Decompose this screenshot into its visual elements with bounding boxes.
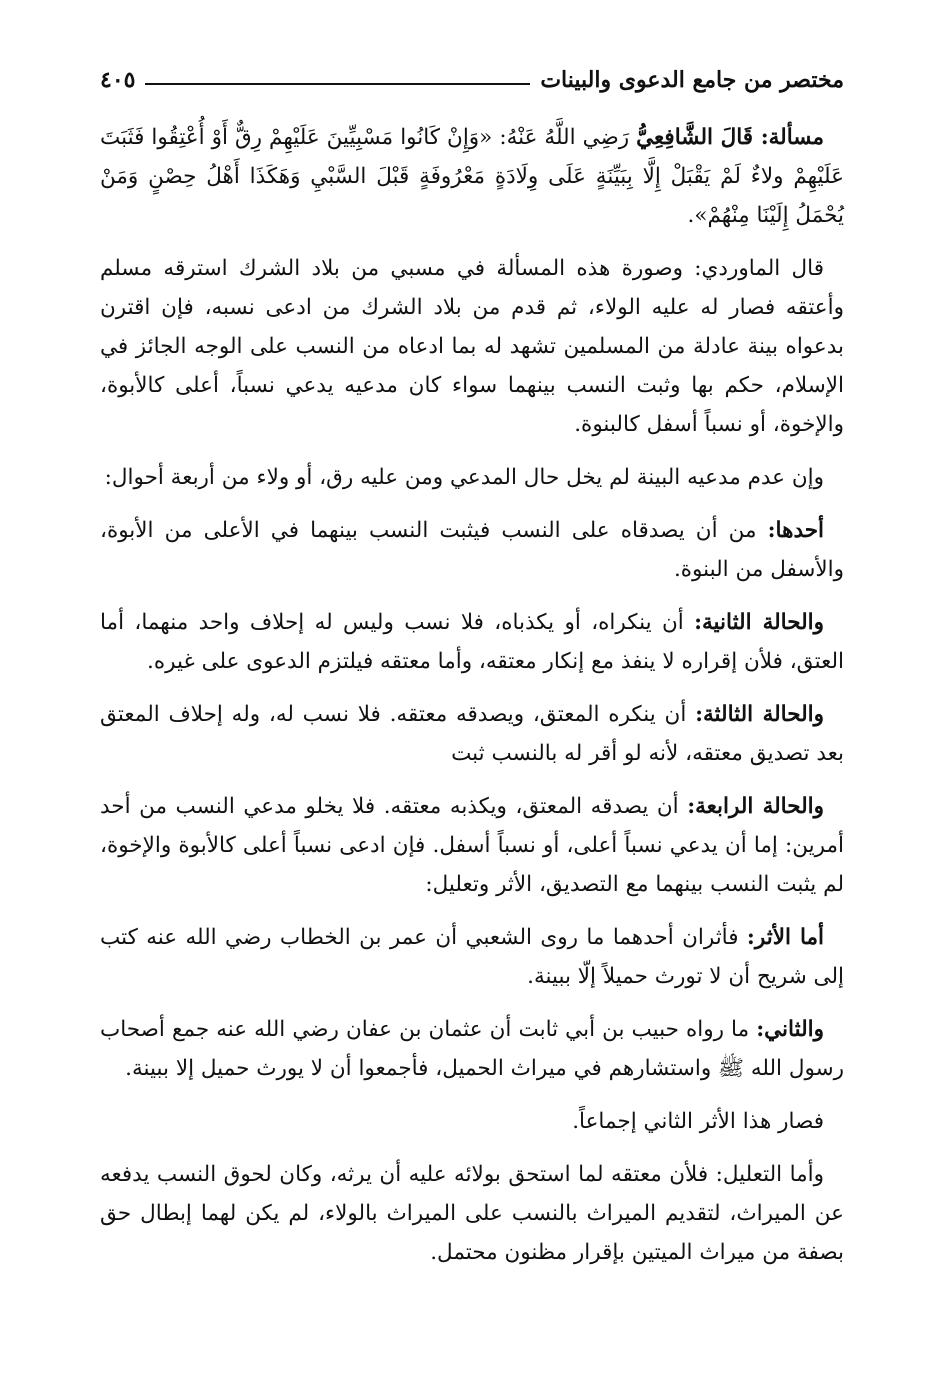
paragraph (100, 918, 844, 996)
paragraph-text: وأما التعليل: فلأن معتقه لما استحق بولائه عليه أن يرثه، وكان لحوق النسب يدفعه عن الميراث، لتقديم الميراث بالنسب على الميراث بالولاء، لم يكن لهما إبطال حق بصفة من ميراث الميتين بإقرار مظنون محتمل. (100, 1162, 844, 1265)
paragraph-lead: والحالة الرابعة: (687, 794, 824, 819)
paragraph-lead: أما الأثر: (746, 925, 824, 950)
paragraph-text: فأثران أحدهما ما روى الشعبي أن عمر بن الخطاب رضي الله عنه كتب إلى شريح أن لا تورث حميلاً إلّا ببينة. (100, 925, 844, 989)
paragraph-text: رَضِي اللَّهُ عَنْهُ: «وَإِنْ كَانُوا مَسْبِيِّينَ عَلَيْهِمْ رِقٌّ أَوْ أُعْتِقُوا فَثَبَتَ عَلَيْهِمْ ولاءٌ لَمْ يَقْبَلْ إِلَّا بِبَيِّنَةٍ عَلَى وِلَادَةٍ مَعْرُوفَةٍ قَبْلَ السَّبْيِ وَهَكَذَا أَهْلُ حِصْنٍ وَمَنْ يُحْمَلُ إِلَيْنَا مِنْهُمْ». (100, 125, 844, 228)
page-number: ٤٠٥ (100, 67, 136, 93)
header-rule (145, 83, 530, 85)
paragraph (100, 249, 844, 444)
paragraph-lead: مسألة: قَالَ الشَّافِعِيُّ (636, 125, 824, 150)
paragraph (100, 1155, 844, 1272)
paragraph-text: وإن عدم مدعيه البينة لم يخل حال المدعي ومن عليه رق، أو ولاء من أربعة أحوال: (104, 465, 824, 490)
paragraph (100, 511, 844, 589)
paragraph-lead: والحالة الثالثة: (695, 702, 824, 727)
paragraph (100, 695, 844, 773)
paragraph-text: من أن يصدقاه على النسب فيثبت النسب بينهما في الأعلى من الأبوة، والأسفل من البنوة. (100, 518, 844, 582)
header-title: مختصر من جامع الدعوى والبينات (540, 67, 844, 93)
paragraph-text: قال الماوردي: وصورة هذه المسألة في مسبي من بلاد الشرك استرقه مسلم وأعتقه فصار له عليه الولاء، ثم قدم من بلاد الشرك من ادعى نسبه، فإن اقترن بدعواه بينة عادلة من المسلمين تشهد له بما ادعاه من النسب على الوجه الجائز في الإسلام، حكم بها وثبت النسب بينهما سواء كان مدعيه يدعي نسباً، أعلى كالأبوة، والإخوة، أو نسباً أسفل كالبنوة. (100, 256, 844, 437)
running-header (100, 60, 844, 100)
paragraph-lead: والثاني: (756, 1017, 824, 1042)
paragraph (100, 603, 844, 681)
paragraph-text: أن يصدقه المعتق، ويكذبه معتقه. فلا يخلو مدعي النسب من أحد أمرين: إما أن يدعي نسباً أعلى، أو نسباً أسفل. فإن ادعى نسباً أعلى كالأبوة والإخوة، لم يثبت النسب بينهما مع التصديق، الأثر وتعليل: (100, 794, 844, 897)
paragraph (100, 118, 844, 235)
book-page (100, 60, 844, 1286)
paragraph-text: ما رواه حبيب بن أبي ثابت أن عثمان بن عفان رضي الله عنه جمع أصحاب رسول الله ﷺ واستشارهم في ميراث الحميل، فأجمعوا أن لا يورث حميل إلا ببينة. (100, 1017, 844, 1081)
paragraph (100, 458, 844, 497)
paragraph-text: فصار هذا الأثر الثاني إجماعاً. (572, 1109, 824, 1134)
paragraph (100, 1010, 844, 1088)
paragraph-lead: أحدها: (767, 518, 824, 543)
paragraph-text: أن ينكره المعتق، ويصدقه معتقه. فلا نسب له، وله إحلاف المعتق بعد تصديق معتقه، لأنه لو أقر له بالنسب ثبت (100, 702, 844, 766)
paragraph-text: أن ينكراه، أو يكذباه، فلا نسب وليس له إحلاف واحد منهما، أما العتق، فلأن إقراره لا ينفذ مع إنكار معتقه، وأما معتقه فيلتزم الدعوى على غيره. (100, 610, 844, 674)
paragraph (100, 787, 844, 904)
paragraph-lead: والحالة الثانية: (694, 610, 824, 635)
body-text (100, 118, 844, 1272)
paragraph (100, 1102, 844, 1141)
